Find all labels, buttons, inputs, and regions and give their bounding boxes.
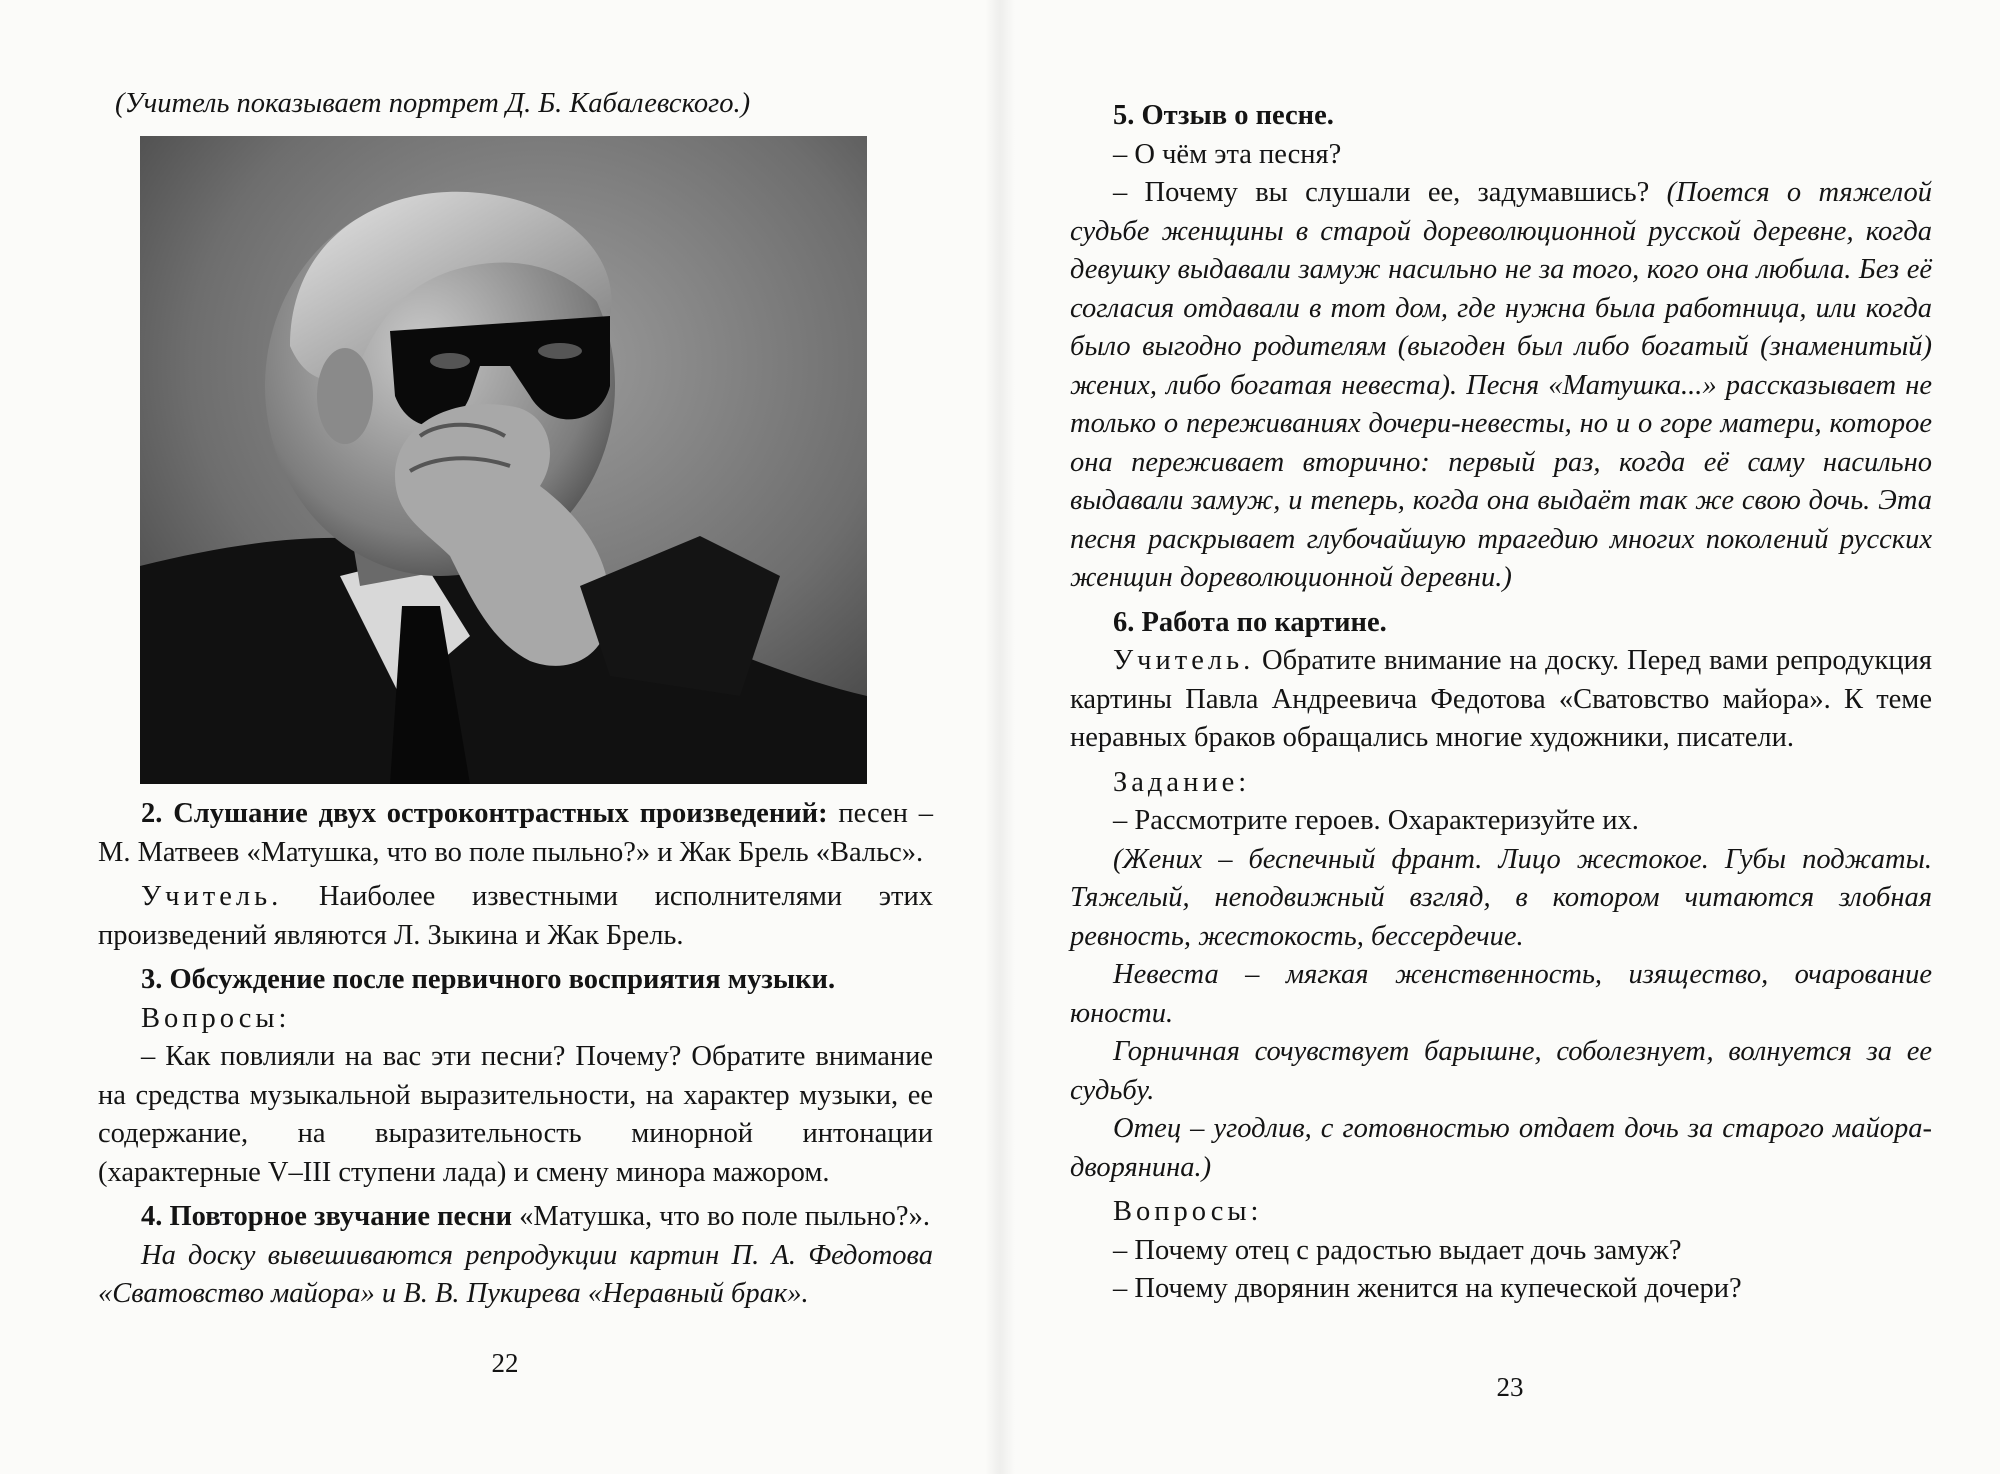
section-4 [98, 1198, 933, 1237]
portrait-caption: (Учитель показывает портрет Д. Б. Кабалевского.) [115, 88, 751, 119]
section-2-title: 2. Слушание двух остроконтрастных произведений: [141, 798, 828, 829]
section-4-title: 4. Повторное звучание песни [141, 1201, 513, 1232]
teacher-instruction [1070, 642, 1932, 758]
teacher-remark [98, 878, 933, 955]
question-2-text: – Почему вы слушали ее, задумавшись? [1113, 177, 1667, 208]
groom-description: (Жених – беспечный франт. Лицо жестокое. Губы поджаты. Тяжелый, неподвижный взгляд, в котором читаются злобная ревность, жестокость, бессердечие. [1070, 843, 1932, 952]
question-3: – Почему отец с радостью выдает дочь замуж? [1113, 1234, 1682, 1266]
task-text: – Рассмотрите героев. Охарактеризуйте их. [1113, 805, 1639, 836]
question-2-answer: (Поется о тяжелой судьбе женщины в старой дореволюционной русской деревне, когда девушку выдавали замуж насильно не за того, кого она любила. Без её согласия отдавали в тот дом, где нужна была работница, или когда было выгодно родителям (выгоден был либо богатый (знаменитый) жених, либо богатая невеста). Песня «Матушка...» рассказывает не только о переживаниях дочери-невесты, но и о горе матери, которое она переживает вторично: первый раз, когда её саму насильно выдавали замуж, и теперь, когда она выдаёт так же свою дочь. Эта песня раскрывает глубочайшую трагедию многих поколений русских женщин дореволюционной деревни.) [1070, 177, 1932, 593]
section-5-title: 5. Отзыв о песне. [1113, 100, 1334, 131]
bride-description: Невеста – мягкая женственность, изящество, очарование юности. [1070, 959, 1932, 1029]
father-description: Отец – угодлив, с готовностью отдает дочь за старого майора-дворянина.) [1070, 1113, 1932, 1183]
teacher-label: Учитель. [141, 881, 283, 912]
teacher-instruction-text: Обратите внимание на доску. Перед вами репродукция картины Павла Андреевича Федотова «Сватовство майора». К теме неравных браков обращались многие художники, писатели. [1070, 645, 1932, 753]
right-page [1000, 0, 2000, 1474]
question-2 [1070, 174, 1932, 598]
section-6-title: 6. Работа по картине. [1113, 606, 1387, 638]
teacher-remark-text: Наиболее известными исполнителями этих произведений являются Л. Зыкина и Жак Брель. [98, 881, 933, 951]
right-text-block [1070, 97, 1932, 1309]
task-label: Задание: [1113, 766, 1251, 798]
left-text-block [98, 795, 933, 1314]
section-3-question: – Как повлияли на вас эти песни? Почему? Обратите внимание на средства музыкальной выразительности, на характер музыки, ее содержание, на выразительность минорной интонации (характерные V–III ступени лада) и смену минора мажором. [98, 1041, 933, 1188]
section-2-text: песен – М. Матвеев «Матушка, что во поле пыльно?» и Жак Брель «Вальс». [98, 798, 934, 868]
question-1: – О чём эта песня? [1113, 138, 1342, 170]
page-number-right: 23 [1496, 1372, 1524, 1402]
portrait-photo [140, 136, 867, 784]
questions-label: Вопросы: [141, 1002, 291, 1034]
questions-label-right: Вопросы: [1113, 1196, 1263, 1227]
section-3-title: 3. Обсуждение после первичного восприятия музыки. [141, 964, 836, 995]
page-number-left: 22 [491, 1348, 519, 1378]
teacher-label-right: Учитель. [1113, 645, 1255, 676]
section-2 [98, 795, 933, 872]
section-4-text: «Матушка, что во поле пыльно?». [512, 1201, 930, 1232]
question-4: – Почему дворянин женится на купеческой дочери? [1113, 1273, 1742, 1304]
maid-description: Горничная сочувствует барышне, соболезнует, волнуется за ее судьбу. [1070, 1036, 1932, 1106]
section-4-note: На доску вывешиваются репродукции картин П. А. Федотова «Сватовство майора» и В. В. Пукирева «Неравный брак». [98, 1239, 933, 1309]
